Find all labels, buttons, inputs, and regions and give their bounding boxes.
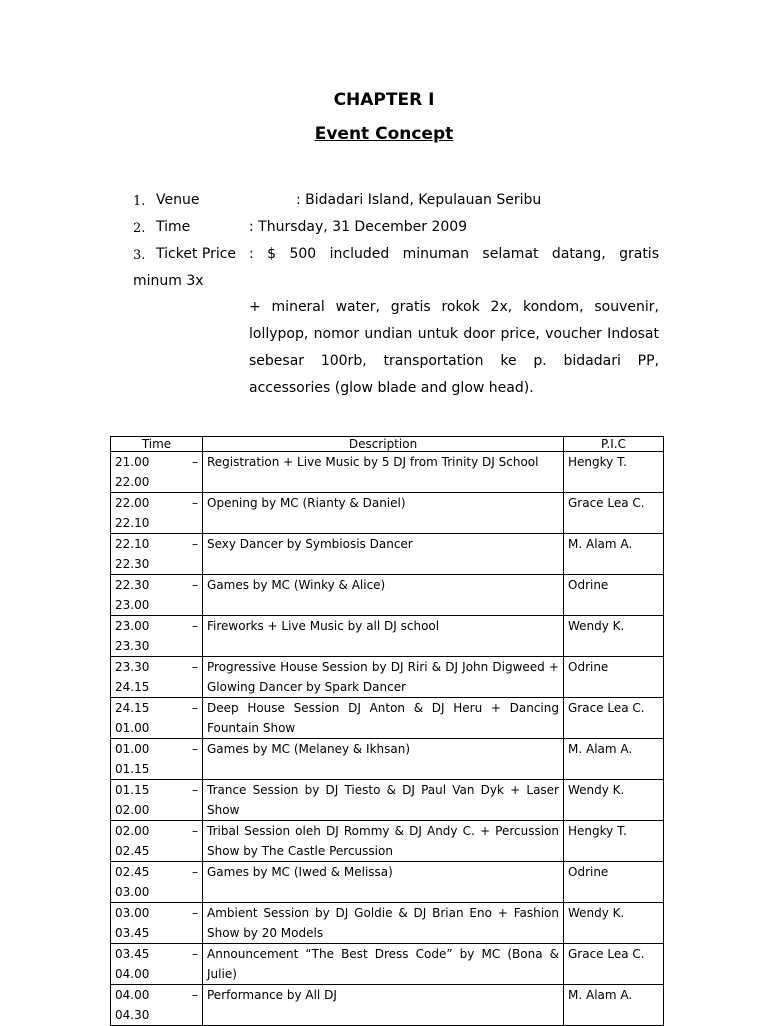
start-time: 01.15: [115, 783, 150, 797]
price-value-line2: minum 3x: [133, 273, 204, 289]
time-label: Time: [156, 219, 191, 235]
description-cell: Announcement “The Best Dress Code” by MC (Bona & Julie): [203, 944, 564, 985]
start-time: 22.30: [115, 578, 150, 592]
time-dash: –: [192, 947, 198, 961]
time-cell: [111, 452, 203, 493]
table-row: [111, 862, 664, 903]
pic-cell: Odrine: [564, 657, 664, 698]
start-time: 24.15: [115, 701, 150, 715]
description-cell: Games by MC (Winky & Alice): [203, 575, 564, 616]
start-time: 21.00: [115, 455, 150, 469]
schedule-table: [110, 436, 664, 1026]
description-cell: Games by MC (Iwed & Melissa): [203, 862, 564, 903]
time-cell: [111, 985, 203, 1026]
start-time: 02.45: [115, 865, 150, 879]
table-row: [111, 575, 664, 616]
end-time: 04.00: [115, 967, 150, 981]
pic-cell: Odrine: [564, 575, 664, 616]
end-time: 22.00: [115, 475, 150, 489]
end-time: 01.00: [115, 721, 150, 735]
start-time: 23.00: [115, 619, 150, 633]
time-dash: –: [192, 824, 198, 838]
table-row: [111, 452, 664, 493]
end-time: 03.45: [115, 926, 150, 940]
pic-cell: Hengky T.: [564, 452, 664, 493]
table-row: [111, 739, 664, 780]
pic-cell: Wendy K.: [564, 616, 664, 657]
time-dash: –: [192, 619, 198, 633]
table-row: [111, 616, 664, 657]
end-time: 01.15: [115, 762, 150, 776]
table-row: [111, 534, 664, 575]
start-time: 23.30: [115, 660, 150, 674]
pic-cell: Odrine: [564, 862, 664, 903]
description-cell: Fireworks + Live Music by all DJ school: [203, 616, 564, 657]
time-cell: [111, 944, 203, 985]
table-row: [111, 493, 664, 534]
pic-cell: M. Alam A.: [564, 739, 664, 780]
start-time: 01.00: [115, 742, 150, 756]
pic-cell: M. Alam A.: [564, 985, 664, 1026]
item-number-time: 2.: [133, 221, 146, 236]
time-cell: [111, 862, 203, 903]
chapter-subtitle: Event Concept: [314, 124, 454, 144]
pic-cell: Wendy K.: [564, 903, 664, 944]
end-time: 02.45: [115, 844, 150, 858]
time-dash: –: [192, 660, 198, 674]
time-dash: –: [192, 496, 198, 510]
venue-value: : Bidadari Island, Kepulauan Seribu: [296, 192, 542, 208]
end-time: 22.10: [115, 516, 150, 530]
time-cell: [111, 903, 203, 944]
pic-cell: Wendy K.: [564, 780, 664, 821]
end-time: 23.30: [115, 639, 150, 653]
end-time: 22.30: [115, 557, 150, 571]
description-cell: Sexy Dancer by Symbiosis Dancer: [203, 534, 564, 575]
pic-cell: Grace Lea C.: [564, 944, 664, 985]
table-row: [111, 821, 664, 862]
time-dash: –: [192, 742, 198, 756]
time-dash: –: [192, 537, 198, 551]
description-cell: Trance Session by DJ Tiesto & DJ Paul Van Dyk + Laser Show: [203, 780, 564, 821]
pic-cell: Grace Lea C.: [564, 698, 664, 739]
time-dash: –: [192, 988, 198, 1002]
time-cell: [111, 780, 203, 821]
start-time: 04.00: [115, 988, 150, 1002]
table-row: [111, 944, 664, 985]
pic-cell: Hengky T.: [564, 821, 664, 862]
header-description: Description: [203, 437, 564, 452]
description-cell: Progressive House Session by DJ Riri & DJ John Digweed + Glowing Dancer by Spark Dancer: [203, 657, 564, 698]
end-time: 03.00: [115, 885, 150, 899]
time-dash: –: [192, 701, 198, 715]
price-label: Ticket Price: [156, 246, 237, 262]
time-cell: [111, 657, 203, 698]
time-cell: [111, 534, 203, 575]
time-dash: –: [192, 455, 198, 469]
time-cell: [111, 821, 203, 862]
table-row: [111, 698, 664, 739]
start-time: 02.00: [115, 824, 150, 838]
header-pic: P.I.C: [564, 437, 664, 452]
end-time: 02.00: [115, 803, 150, 817]
description-cell: Opening by MC (Rianty & Daniel): [203, 493, 564, 534]
time-cell: [111, 739, 203, 780]
price-details-paragraph: + mineral water, gratis rokok 2x, kondom, souvenir, lollypop, nomor undian untuk door price, voucher Indosat sebesar 100rb, transportation ke p. bidadari PP, accessories (glow blade and glow head).: [249, 299, 659, 396]
end-time: 24.15: [115, 680, 150, 694]
item-number-price: 3.: [133, 248, 146, 263]
time-dash: –: [192, 578, 198, 592]
table-header-row: [111, 437, 664, 452]
venue-label: Venue: [156, 192, 200, 208]
time-dash: –: [192, 865, 198, 879]
start-time: 03.45: [115, 947, 150, 961]
price-value-line1: : $ 500 included minuman selamat datang, gratis: [249, 246, 659, 262]
table-row: [111, 657, 664, 698]
description-cell: Games by MC (Melaney & Ikhsan): [203, 739, 564, 780]
end-time: 04.30: [115, 1008, 150, 1022]
start-time: 22.10: [115, 537, 150, 551]
time-cell: [111, 698, 203, 739]
time-cell: [111, 493, 203, 534]
end-time: 23.00: [115, 598, 150, 612]
table-row: [111, 780, 664, 821]
description-cell: Registration + Live Music by 5 DJ from Trinity DJ School: [203, 452, 564, 493]
time-cell: [111, 575, 203, 616]
table-row: [111, 985, 664, 1026]
time-dash: –: [192, 783, 198, 797]
description-cell: Tribal Session oleh DJ Rommy & DJ Andy C. + Percussion Show by The Castle Percussion: [203, 821, 564, 862]
item-number-venue: 1.: [133, 194, 146, 209]
header-time: Time: [111, 437, 203, 452]
description-cell: Deep House Session DJ Anton & DJ Heru + Dancing Fountain Show: [203, 698, 564, 739]
time-cell: [111, 616, 203, 657]
pic-cell: Grace Lea C.: [564, 493, 664, 534]
description-cell: Performance by All DJ: [203, 985, 564, 1026]
start-time: 22.00: [115, 496, 150, 510]
table-row: [111, 903, 664, 944]
time-dash: –: [192, 906, 198, 920]
chapter-heading: CHAPTER I: [333, 90, 435, 110]
time-value: : Thursday, 31 December 2009: [249, 219, 468, 235]
start-time: 03.00: [115, 906, 150, 920]
pic-cell: M. Alam A.: [564, 534, 664, 575]
description-cell: Ambient Session by DJ Goldie & DJ Brian Eno + Fashion Show by 20 Models: [203, 903, 564, 944]
